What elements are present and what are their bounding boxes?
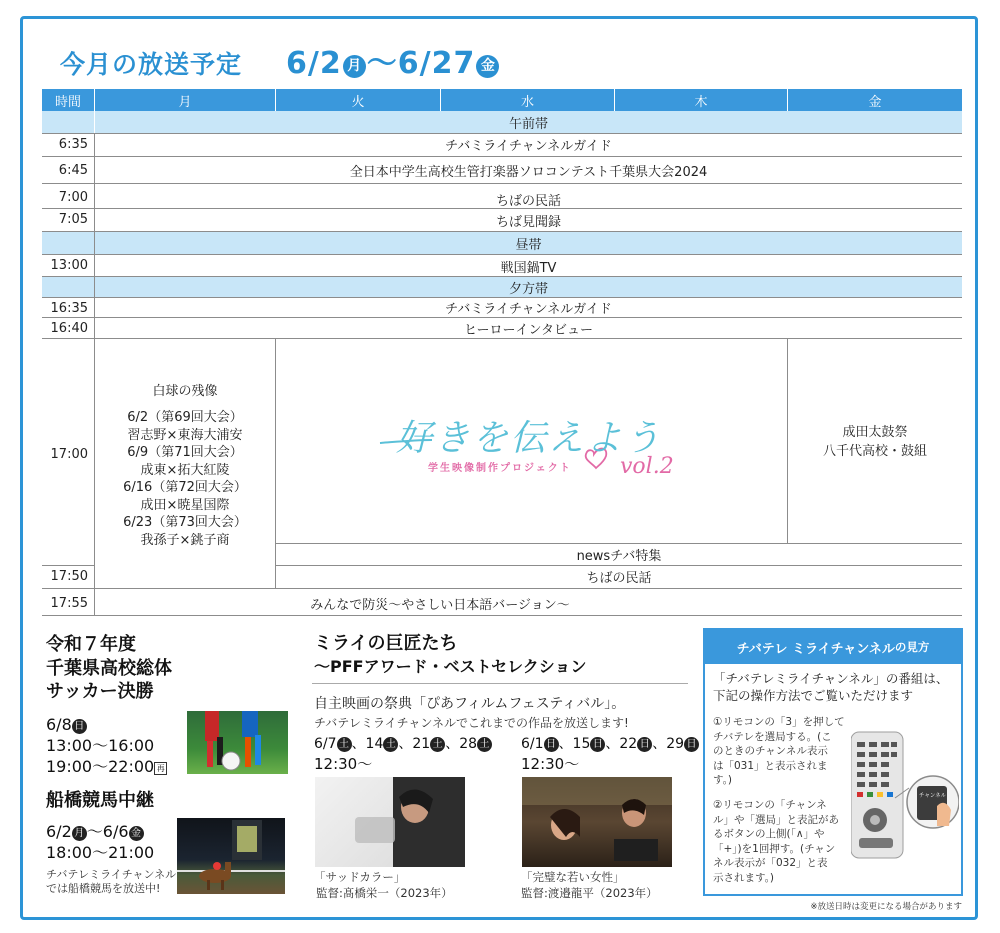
- program-1755: みんなで防災〜やさしい日本語バージョン〜: [310, 597, 570, 613]
- sunday-badge: 日: [544, 737, 559, 752]
- grid-line: [42, 183, 962, 184]
- howto-step2: [713, 798, 839, 885]
- step1-line: は「031」と表示されま: [713, 759, 828, 772]
- keiba-time: 18:00〜21:00: [46, 843, 155, 862]
- hakkyu-line: 成田×暁星国際: [140, 497, 230, 513]
- keiba-photo: [177, 818, 285, 894]
- saturday-badge: 土: [337, 737, 352, 752]
- sunday-badge: 日: [684, 737, 699, 752]
- hakkyu-line: 6/16（第72回大会）: [123, 480, 247, 496]
- keiba-title: 船橋競馬中継: [46, 790, 154, 811]
- band-morning: [42, 111, 962, 133]
- program-news-chiba: newsチバ特集: [576, 548, 662, 564]
- program-0700: ちばの民話: [495, 193, 561, 209]
- film2-photo: [522, 777, 672, 867]
- date-sep: 〜: [366, 46, 398, 81]
- grid-line: [42, 317, 962, 318]
- friday-badge: 金: [476, 55, 499, 78]
- film2-still-icon: [522, 777, 672, 867]
- soccer-time1: 13:00〜16:00: [46, 736, 155, 755]
- date-end: 6/27: [397, 46, 476, 81]
- hakkyu-line: 6/2（第69回大会）: [127, 410, 243, 426]
- racehorse-icon: [177, 818, 285, 894]
- grid-line: [42, 276, 962, 277]
- grid-line: [275, 338, 276, 588]
- soccer-time2-text: 19:00〜22:00: [46, 757, 155, 776]
- step2-line: るボタンの上側(「∧」や: [713, 828, 825, 840]
- logo-vol: vol.2: [620, 454, 674, 479]
- program-0645: 全日本中学生高校生管打楽器ソロコンテスト千葉県大会2024: [349, 164, 708, 180]
- step2-line: ル」や「選局」と表記があ: [713, 813, 839, 826]
- time-1300: 13:00: [50, 257, 88, 273]
- step2-line: 示されます。): [713, 871, 775, 884]
- date-range: [286, 46, 500, 81]
- program-1640: ヒーローインタビュー: [464, 323, 593, 338]
- remote-illustration: [851, 728, 959, 862]
- film2-time: 12:30〜: [521, 755, 580, 773]
- keiba-date-sep: 〜: [86, 822, 103, 841]
- hakkyu-line: 習志野×東海大浦安: [127, 427, 243, 443]
- time-1755: 17:55: [50, 595, 88, 611]
- band-evening: [42, 276, 962, 298]
- howto-intro-line: 「チバテレミライチャンネル」の番組は、: [713, 671, 949, 686]
- taiko-title: 成田太鼓祭: [842, 425, 908, 440]
- divider: [312, 683, 688, 684]
- sukiwo-tsutaeyou-logo: [376, 410, 696, 490]
- program-1300: 戦国鍋TV: [500, 260, 557, 276]
- mirai-title: ミライの巨匠たち: [314, 633, 458, 654]
- hakkyu-line: 6/9（第71回大会）: [127, 445, 243, 461]
- time-0635: 6:35: [58, 136, 88, 152]
- program-1635: チバミライチャンネルガイド: [445, 301, 612, 317]
- film1-time: 12:30〜: [314, 755, 373, 773]
- step2-line: ②リモコンの「チャンネ: [713, 799, 827, 811]
- keiba-note-line: チバテレミライチャンネル: [46, 868, 177, 881]
- howto-title: チバテレ ミライチャンネル: [736, 641, 895, 657]
- soccer-time2: [46, 756, 167, 777]
- film2-date: 6/1: [521, 736, 544, 752]
- howto-title-suffix: の見方: [894, 640, 930, 654]
- remote-channel-label: チャンネル: [919, 793, 947, 799]
- film2-director: 監督:渡邉龍平（2023年）: [521, 886, 658, 900]
- keiba-note: [46, 868, 176, 896]
- grid-line: [94, 133, 95, 615]
- film2-date: 22: [619, 736, 638, 752]
- film1-date: 14: [365, 736, 384, 752]
- howto-intro-line: 下記の操作方法でご覧いただけます: [713, 688, 914, 703]
- grid-line: [42, 254, 962, 255]
- logo-main: 好きを伝えよう: [396, 418, 663, 459]
- header-wed: 水: [441, 89, 614, 111]
- time-0645: 6:45: [58, 162, 88, 178]
- soccer-title: [46, 633, 172, 704]
- film2-dates: 6/1 日 、15 日 、22 日 、29 日: [521, 735, 699, 754]
- grid-line: [276, 565, 962, 566]
- keiba-date-a: 6/2: [46, 822, 72, 841]
- film1-still-icon: [315, 777, 465, 867]
- step2-line: ネル表示が「032」と表: [713, 857, 828, 869]
- step1-line: チバテレを選局する。(こ: [713, 730, 832, 743]
- grid-line: [276, 543, 962, 544]
- grid-line: [42, 156, 962, 157]
- mirai-desc2: チバテレミライチャンネルでこれまでの作品を放送します!: [314, 716, 629, 730]
- hakkyu-title: 白球の残像: [152, 383, 218, 399]
- date-start: 6/2: [286, 46, 342, 81]
- monday-badge: 月: [343, 55, 366, 78]
- step1-line: のときのチャンネル表示: [713, 745, 828, 757]
- mirai-desc: 自主映画の祭典「ぴあフィルムフェスティバル」。: [314, 696, 626, 712]
- monday-badge: 月: [72, 826, 87, 841]
- program-0705: ちば見聞録: [495, 214, 561, 230]
- program-1750: ちばの民話: [586, 571, 652, 586]
- step1-line: ①リモコンの「3」を押して: [713, 716, 845, 728]
- keiba-date: [46, 821, 144, 842]
- howto-box: [703, 628, 963, 896]
- header-thu: 木: [615, 89, 787, 111]
- grid-line: [42, 297, 962, 298]
- keiba-date-b: 6/6: [102, 822, 129, 841]
- header-time: 時間: [42, 89, 94, 111]
- monday-hakkyu: [95, 382, 275, 550]
- soccer-date-text: 6/8: [46, 715, 72, 734]
- hakkyu-line: 成東×拓大紅陵: [140, 462, 230, 478]
- time-1750: 17:50: [50, 568, 88, 584]
- band-noon: [42, 232, 962, 254]
- grid-line: [42, 565, 94, 566]
- keiba-note-line: では船橋競馬を放送中!: [46, 882, 161, 895]
- howto-step1: [713, 715, 845, 788]
- grid-line: [787, 338, 788, 543]
- program-0635: チバミライチャンネルガイド: [445, 138, 612, 154]
- page-title: [60, 38, 500, 82]
- sunday-badge: 日: [637, 737, 652, 752]
- howto-intro: [713, 670, 948, 704]
- soccer-date: [46, 714, 87, 735]
- time-0700: 7:00: [58, 189, 88, 205]
- grid-line: [42, 133, 962, 134]
- film2-title: 「完璧な若い女性」: [521, 870, 625, 884]
- soccer-title-line: 令和７年度: [46, 634, 136, 655]
- rerun-badge: 再: [154, 762, 167, 775]
- saturday-badge: 土: [477, 737, 492, 752]
- howto-header: [705, 630, 961, 664]
- film1-date: 21: [412, 736, 431, 752]
- film1-date: 28: [459, 736, 478, 752]
- mirai-subtitle: 〜PFFアワード・ベストセレクション: [314, 657, 587, 676]
- film1-date: 6/7: [314, 736, 337, 752]
- grid-line: [42, 588, 962, 589]
- band-evening-label: 夕方帯: [508, 281, 548, 297]
- friday-taiko: [788, 420, 962, 464]
- time-0705: 7:05: [58, 211, 88, 227]
- header-fri: 金: [788, 89, 962, 111]
- band-divider: [94, 111, 95, 133]
- grid-line: [42, 231, 962, 232]
- time-1635: 16:35: [50, 300, 88, 316]
- grid-line: [42, 615, 962, 616]
- film2-date: 29: [666, 736, 685, 752]
- grid-line: [42, 338, 962, 339]
- grid-line: [42, 208, 962, 209]
- taiko-group: 八千代高校・鼓組: [822, 444, 927, 459]
- sunday-badge: 日: [590, 737, 605, 752]
- band-noon-label: 昼帯: [515, 237, 542, 253]
- saturday-badge: 土: [430, 737, 445, 752]
- time-1640: 16:40: [50, 321, 88, 336]
- soccer-photo: [187, 711, 288, 774]
- soccer-title-line: 千葉県高校総体: [46, 657, 172, 679]
- saturday-badge: 土: [383, 737, 398, 752]
- soccer-title-line: サッカー決勝: [46, 681, 154, 702]
- friday-badge: 金: [129, 826, 144, 841]
- hakkyu-line: 我孫子×銚子商: [140, 532, 230, 548]
- logo-sub: 学生映像制作プロジェクト: [428, 463, 572, 474]
- time-1700: 17:00: [50, 446, 88, 462]
- film1-dates: 6/7 土 、14 土 、21 土 、28 土: [314, 735, 492, 754]
- film2-date: 15: [572, 736, 591, 752]
- film1-title: 「サッドカラー」: [314, 870, 406, 884]
- band-morning-label: 午前帯: [508, 116, 548, 132]
- hakkyu-line: 6/23（第73回大会）: [123, 515, 247, 531]
- disclaimer-note: ※放送日時は変更になる場合があります: [810, 902, 962, 912]
- header-tue: 火: [276, 89, 440, 111]
- step2-line: 「+」)を1回押す。(チャン: [713, 842, 836, 855]
- title-text: 今月の放送予定: [60, 50, 243, 79]
- film1-director: 監督:髙橋栄一（2023年）: [316, 886, 453, 900]
- film1-photo: [315, 777, 465, 867]
- header-mon: 月: [95, 89, 275, 111]
- step1-line: す。): [713, 774, 733, 786]
- sunday-badge: 日: [72, 719, 87, 734]
- soccer-players-icon: [187, 711, 288, 774]
